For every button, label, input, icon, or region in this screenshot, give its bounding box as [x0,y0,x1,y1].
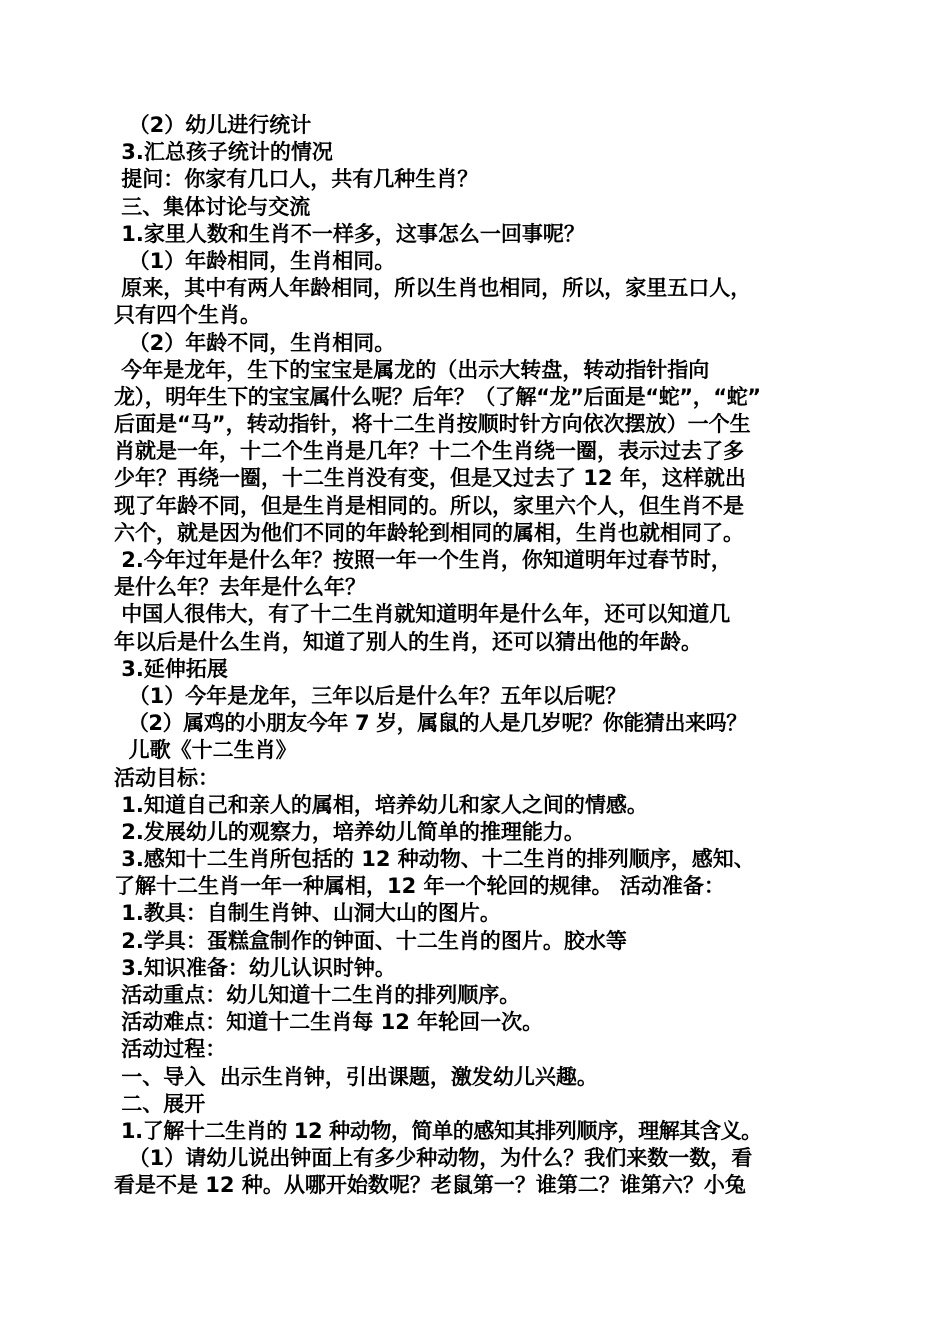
text-line: 1.家里人数和生肖不一样多，这事怎么一回事呢？ [114,221,585,246]
text-line: 3.感知十二生肖所包括的 12 种动物、十二生肖的排列顺序，感知、 [114,847,755,872]
section-heading: 二、展开 [114,1091,206,1116]
text-line: 是什么年？去年是什么年？ [114,575,366,600]
text-line: 现了年龄不同，但是生肖是相同的。所以，家里六个人，但生肖不是 [114,493,744,518]
section-heading: 三、集体讨论与交流 [114,194,311,219]
text-line: （1）请幼儿说出钟面上有多少种动物，为什么？我们来数一数，看 [114,1146,753,1171]
text-line: 肖就是一年，十二个生肖是几年？十二个生肖绕一圈，表示过去了多 [114,439,744,464]
document-body [114,112,844,1200]
text-line: 活动难点：知道十二生肖每 12 年轮回一次。 [114,1010,544,1035]
text-line: 2.今年过年是什么年？按照一年一个生肖，你知道明年过春节时， [114,548,732,572]
section-heading: 一、导入 出示生肖钟，引出课题，激发幼儿兴趣。 [114,1064,598,1089]
text-line: （1）今年是龙年，三年以后是什么年？五年以后呢？ [114,683,627,708]
text-line: （2）年龄不同，生肖相同。 [114,330,396,355]
text-line: 了解十二生肖一年一种属相，12 年一个轮回的规律。 活动准备： [114,874,725,899]
text-line: 原来，其中有两人年龄相同，所以生肖也相同，所以，家里五口人， [114,276,752,301]
text-line: 2.学具：蛋糕盒制作的钟面、十二生肖的图片。胶水等 [114,928,627,953]
text-line: 中国人很伟大，有了十二生肖就知道明年是什么年，还可以知道几 [114,602,731,627]
text-line: 2.发展幼儿的观察力，培养幼儿简单的推理能力。 [114,819,585,844]
section-heading: 儿歌《十二生肖》 [114,738,297,763]
text-line: （1）年龄相同，生肖相同。 [114,248,396,273]
text-line: 六个，就是因为他们不同的年龄轮到相同的属相，生肖也就相同了。 [114,520,744,545]
text-line: 活动过程： [114,1037,227,1062]
text-line: （2）属鸡的小朋友今年 7 岁，属鼠的人是几岁呢？你能猜出来吗？ [114,711,747,736]
text-line: 只有四个生肖。 [114,303,261,328]
text-line: 3.知识准备：幼儿认识时钟。 [114,955,396,980]
text-line: 3.汇总孩子统计的情况 [114,140,333,165]
text-line: 龙），明年生下的宝宝属什么呢？后年？（了解“龙”后面是“蛇”，“蛇” [114,384,761,409]
text-line: 1.知道自己和亲人的属相，培养幼儿和家人之间的情感。 [114,792,648,817]
text-line: 活动目标： [114,765,219,790]
text-line: 今年是龙年，生下的宝宝是属龙的（出示大转盘，转动指针指向 [114,357,710,382]
text-line: 后面是“马”，转动指针，将十二生肖按顺时针方向依次摆放）一个生 [114,412,751,437]
text-line: 提问：你家有几口人，共有几种生肖？ [114,167,479,192]
text-line: 3.延伸拓展 [114,656,228,681]
text-line: （2）幼儿进行统计 [114,113,312,137]
text-line: 活动重点：幼儿知道十二生肖的排列顺序。 [114,983,521,1007]
text-line: 少年？再绕一圈，十二生肖没有变，但是又过去了 12 年，这样就出 [114,466,746,491]
text-line: 1.了解十二生肖的 12 种动物，简单的感知其排列顺序，理解其含义。 [114,1118,762,1143]
text-line: 1.教具：自制生肖钟、山洞大山的图片。 [114,901,501,926]
text-line: 年以后是什么生肖，知道了别人的生肖，还可以猜出他的年龄。 [114,629,702,654]
text-line: 看是不是 12 种。从哪开始数呢？老鼠第一？谁第二？谁第六？小兔 [114,1173,746,1198]
